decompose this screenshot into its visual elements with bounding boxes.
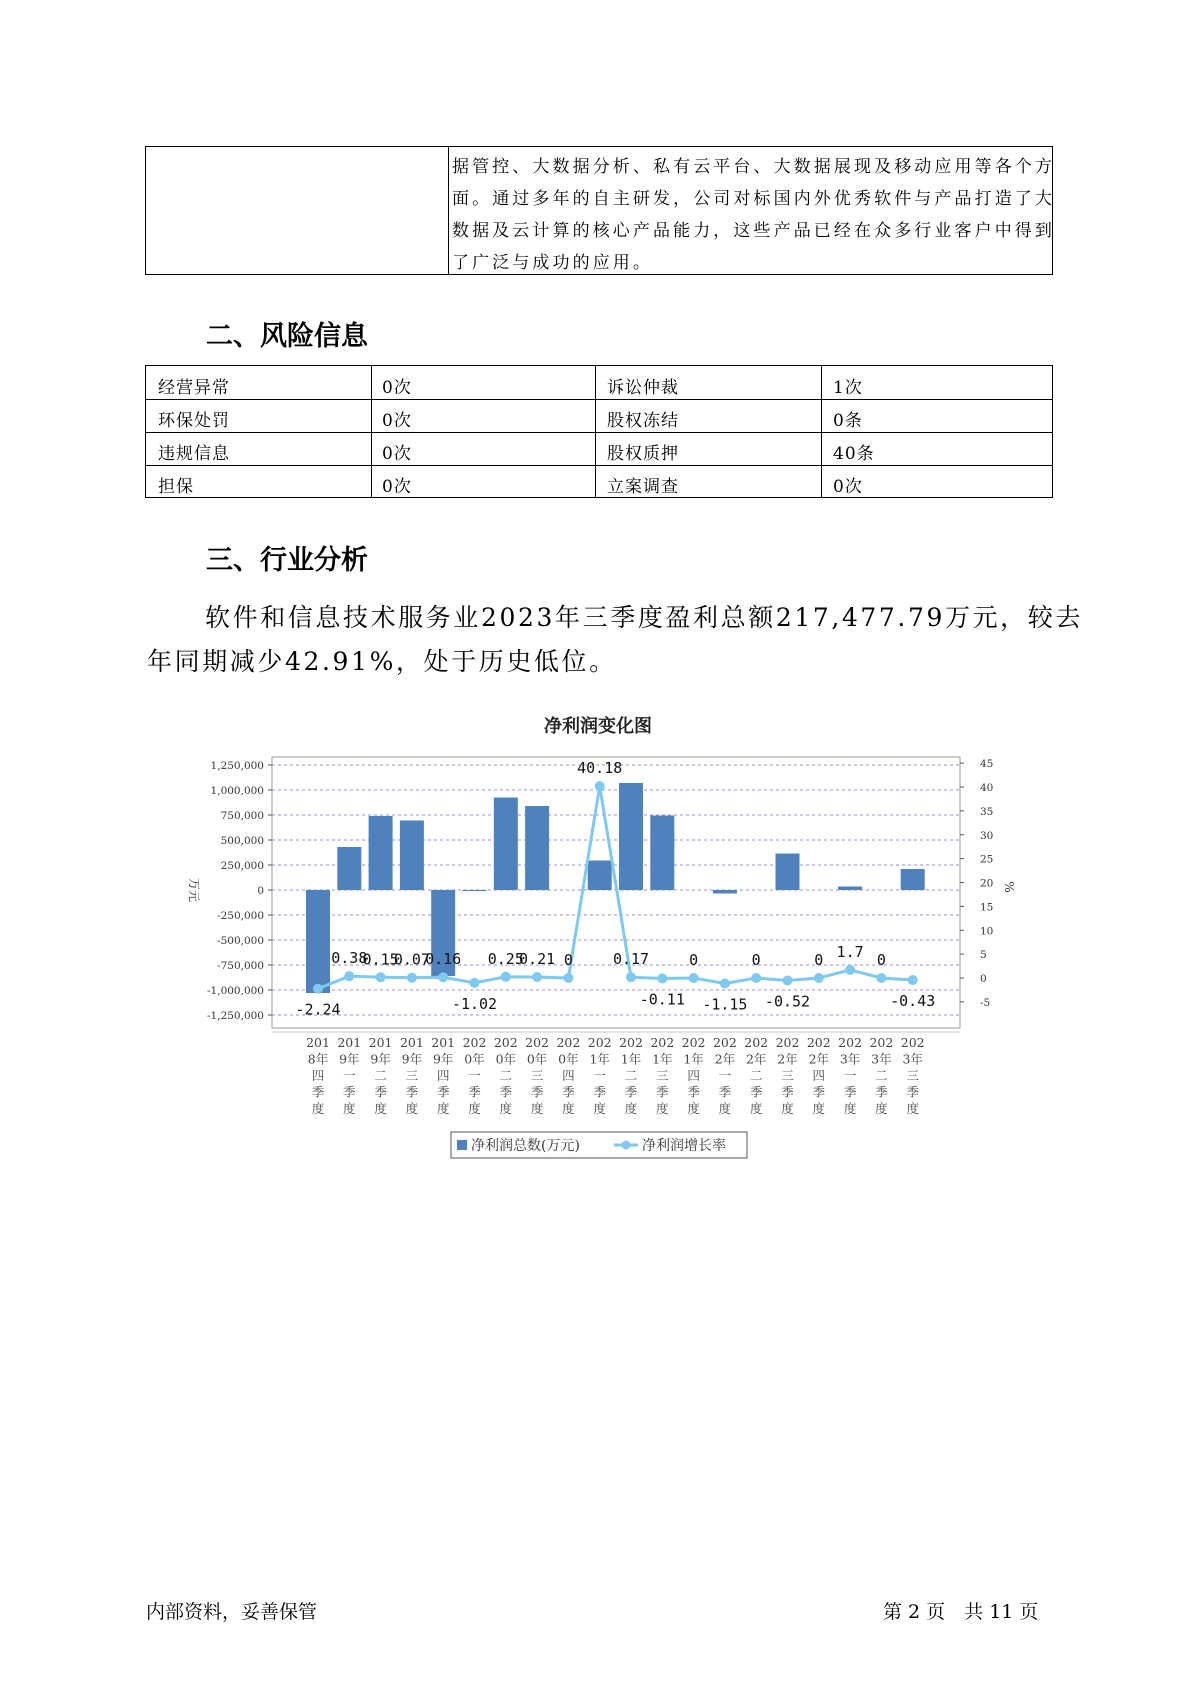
growth-point xyxy=(532,972,542,982)
x-tick-label: 202 xyxy=(462,1035,487,1050)
x-tick-label: 季 xyxy=(718,1084,732,1100)
x-tick-label: 季 xyxy=(311,1084,325,1100)
x-tick-label: 202 xyxy=(525,1035,550,1050)
legend-bar-label: 净利润总数(万元) xyxy=(471,1138,580,1154)
y-tick-label: 0 xyxy=(257,885,264,897)
data-label: -0.43 xyxy=(890,992,936,1011)
x-tick-label: 四 xyxy=(812,1068,826,1083)
y-tick-label: -500,000 xyxy=(217,935,264,947)
y2-tick-label: 5 xyxy=(980,949,987,962)
x-tick-label: 202 xyxy=(681,1035,706,1050)
x-tick-label: 度 xyxy=(405,1101,419,1116)
x-tick-label: 季 xyxy=(624,1084,638,1100)
x-tick-label: 1年 xyxy=(589,1051,610,1067)
growth-point xyxy=(876,973,886,983)
x-tick-label: 季 xyxy=(468,1084,481,1100)
x-tick-label: 一 xyxy=(593,1068,606,1083)
x-tick-label: 四 xyxy=(562,1068,575,1083)
x-tick-label: 季 xyxy=(843,1084,857,1100)
x-tick-label: 9年 xyxy=(370,1051,391,1067)
x-tick-label: 一 xyxy=(843,1068,857,1083)
risk-value: 0条 xyxy=(833,411,863,431)
intro-table xyxy=(145,146,1053,275)
risk-value: 0次 xyxy=(833,477,863,497)
risk-label: 诉讼仲裁 xyxy=(607,378,679,398)
x-tick-label: 9年 xyxy=(432,1051,454,1067)
x-tick-label: 度 xyxy=(468,1101,481,1116)
growth-point xyxy=(376,972,386,982)
y2-tick-label: 45 xyxy=(980,758,994,771)
x-tick-label: 度 xyxy=(656,1101,669,1116)
x-tick-label: 二 xyxy=(624,1068,638,1083)
data-label: 0 xyxy=(751,951,761,969)
growth-point xyxy=(470,978,480,988)
data-label: 0 xyxy=(689,951,699,969)
x-tick-label: 0年 xyxy=(558,1051,579,1067)
x-tick-label: 度 xyxy=(343,1101,356,1116)
risk-label: 环保处罚 xyxy=(158,411,230,431)
growth-point xyxy=(783,975,793,985)
legend-line-label: 净利润增长率 xyxy=(642,1138,726,1154)
growth-point xyxy=(845,965,855,975)
bar xyxy=(619,783,643,890)
risk-value: 0次 xyxy=(382,378,412,398)
x-tick-label: 季 xyxy=(343,1084,356,1100)
y-tick-label: -250,000 xyxy=(217,910,264,922)
x-tick-label: 1年 xyxy=(620,1051,642,1067)
x-tick-label: 季 xyxy=(687,1084,700,1100)
y2-tick-label: 40 xyxy=(980,782,994,794)
x-tick-label: 201 xyxy=(431,1035,456,1050)
x-tick-label: 一 xyxy=(468,1068,481,1083)
x-tick-label: 0年 xyxy=(495,1051,517,1067)
x-tick-label: 季 xyxy=(593,1084,606,1100)
data-label: 1.7 xyxy=(836,942,864,961)
x-tick-label: 二 xyxy=(374,1068,387,1083)
data-label: 0.15 xyxy=(362,950,399,969)
y2-tick-label: 35 xyxy=(980,805,994,818)
y-tick-label: -1,250,000 xyxy=(207,1010,264,1022)
data-label: -0.52 xyxy=(764,992,811,1011)
x-tick-label: 四 xyxy=(311,1068,325,1083)
growth-point xyxy=(720,978,730,988)
x-tick-label: 度 xyxy=(499,1101,513,1116)
x-tick-label: 二 xyxy=(499,1068,513,1083)
x-tick-label: 0年 xyxy=(526,1051,548,1067)
y-tick-label: 1,250,000 xyxy=(210,760,264,772)
growth-point xyxy=(563,973,573,983)
x-tick-label: 度 xyxy=(530,1101,544,1116)
x-tick-label: 度 xyxy=(781,1101,794,1116)
x-tick-label: 一 xyxy=(718,1068,732,1083)
x-tick-label: 季 xyxy=(812,1084,826,1100)
data-label: 0 xyxy=(876,951,886,969)
data-label: -1.02 xyxy=(451,994,498,1013)
x-tick-label: 三 xyxy=(530,1068,544,1083)
data-label: -1.15 xyxy=(702,995,748,1014)
x-tick-label: 三 xyxy=(781,1068,794,1083)
y-tick-label: 750,000 xyxy=(220,810,264,822)
x-tick-label: 季 xyxy=(562,1084,575,1100)
footer-page-number: 第 2 页 共 11 页 xyxy=(883,1601,1039,1623)
risk-value: 0次 xyxy=(382,444,412,464)
growth-point xyxy=(344,971,354,981)
growth-point xyxy=(689,973,699,983)
y-axis-label: 万元 xyxy=(187,877,201,903)
data-label: 0.38 xyxy=(331,949,368,968)
bar xyxy=(494,798,518,891)
risk-label: 立案调查 xyxy=(607,477,679,497)
x-tick-label: 三 xyxy=(906,1068,919,1083)
x-tick-label: 季 xyxy=(530,1084,544,1100)
risk-label: 经营异常 xyxy=(158,378,230,398)
x-tick-label: 度 xyxy=(906,1101,919,1116)
x-tick-label: 2年 xyxy=(714,1051,736,1067)
table-divider xyxy=(146,465,1052,466)
x-tick-label: 9年 xyxy=(401,1051,423,1067)
data-label: 0 xyxy=(563,951,573,969)
intro-line-4: 了广泛与成功的应用。 xyxy=(452,253,653,273)
x-tick-label: 度 xyxy=(812,1101,826,1116)
bar xyxy=(713,890,737,894)
y2-tick-label: 10 xyxy=(980,925,994,938)
x-tick-label: 季 xyxy=(781,1084,794,1100)
x-tick-label: 三 xyxy=(405,1068,419,1083)
y-tick-label: 250,000 xyxy=(220,860,264,872)
intro-line-3: 数据及云计算的核心产品能力，这些产品已经在众多行业客户中得到 xyxy=(452,221,1055,241)
risk-value: 0次 xyxy=(382,477,412,497)
data-label: 0.25 xyxy=(487,949,524,968)
x-tick-label: 202 xyxy=(619,1035,643,1050)
x-tick-label: 202 xyxy=(775,1035,800,1050)
y-tick-label: -1,000,000 xyxy=(207,985,264,997)
industry-section-title: 三、行业分析 xyxy=(206,545,368,576)
x-tick-label: 季 xyxy=(499,1084,513,1100)
x-tick-label: 201 xyxy=(368,1035,393,1050)
x-tick-label: 2年 xyxy=(808,1051,830,1067)
intro-line-2: 面。通过多年的自主研发，公司对标国内外优秀软件与产品打造了大 xyxy=(452,189,1055,209)
x-tick-label: 202 xyxy=(712,1035,737,1050)
x-tick-label: 202 xyxy=(650,1035,675,1050)
x-tick-label: 季 xyxy=(749,1084,763,1100)
x-tick-label: 201 xyxy=(306,1035,330,1050)
bar xyxy=(588,861,612,891)
x-tick-label: 一 xyxy=(343,1068,356,1083)
x-tick-label: 季 xyxy=(436,1084,450,1100)
x-tick-label: 202 xyxy=(838,1035,863,1050)
table-divider xyxy=(146,399,1052,400)
x-tick-label: 1年 xyxy=(683,1051,704,1067)
x-tick-label: 2年 xyxy=(777,1051,798,1067)
y2-tick-label: 15 xyxy=(980,901,994,914)
x-tick-label: 202 xyxy=(493,1035,518,1050)
x-tick-label: 四 xyxy=(687,1068,700,1083)
y-tick-label: 500,000 xyxy=(220,835,264,847)
x-tick-label: 度 xyxy=(749,1101,763,1116)
bar xyxy=(838,887,862,891)
y2-tick-label: 20 xyxy=(980,877,994,890)
footer-left: 内部资料，妥善保管 xyxy=(146,1601,318,1623)
growth-point xyxy=(626,972,636,982)
x-tick-label: 三 xyxy=(656,1068,669,1083)
risk-label: 股权冻结 xyxy=(607,411,679,431)
x-tick-label: 度 xyxy=(562,1101,575,1116)
growth-point xyxy=(657,974,667,984)
data-label: 0.16 xyxy=(425,950,462,969)
data-label: -2.24 xyxy=(295,1000,341,1019)
x-tick-label: 四 xyxy=(436,1068,450,1083)
risk-value: 40条 xyxy=(833,444,875,464)
x-tick-label: 201 xyxy=(337,1035,362,1050)
x-tick-label: 0年 xyxy=(464,1051,485,1067)
x-tick-label: 202 xyxy=(900,1035,925,1050)
x-tick-label: 202 xyxy=(587,1035,612,1050)
risk-section-title: 二、风险信息 xyxy=(206,321,368,352)
x-tick-label: 202 xyxy=(806,1035,831,1050)
risk-table xyxy=(145,365,1053,498)
bar xyxy=(337,847,361,890)
data-label: 40.18 xyxy=(577,759,623,778)
x-tick-label: 季 xyxy=(405,1084,419,1100)
risk-value: 0次 xyxy=(382,411,412,431)
growth-point xyxy=(438,972,448,982)
x-tick-label: 3年 xyxy=(871,1051,892,1067)
x-tick-label: 2年 xyxy=(745,1051,767,1067)
risk-label: 担保 xyxy=(158,477,194,497)
y-tick-label: -750,000 xyxy=(217,960,264,972)
risk-value: 1次 xyxy=(833,378,863,398)
data-label: 0.17 xyxy=(612,950,650,969)
industry-paragraph-line-1: 软件和信息技术服务业2023年三季度盈利总额217,477.79万元，较去 xyxy=(205,603,1083,632)
data-label: -0.11 xyxy=(639,990,685,1009)
x-tick-label: 202 xyxy=(744,1035,769,1050)
x-tick-label: 度 xyxy=(687,1101,700,1116)
data-label: 0.21 xyxy=(519,949,556,968)
y2-tick-label: 0 xyxy=(980,973,987,985)
x-tick-label: 9年 xyxy=(339,1051,360,1067)
y2-tick-label: 30 xyxy=(980,829,994,842)
risk-label: 违规信息 xyxy=(158,444,230,464)
data-label: 0 xyxy=(814,951,824,969)
y2-axis-label: % xyxy=(1002,881,1016,893)
x-tick-label: 度 xyxy=(311,1101,325,1116)
bar xyxy=(776,854,800,891)
bar xyxy=(400,821,424,891)
x-tick-label: 度 xyxy=(436,1101,450,1116)
x-tick-label: 3年 xyxy=(839,1051,861,1067)
y2-tick-label: -5 xyxy=(980,996,991,1009)
growth-point xyxy=(313,984,323,994)
x-tick-label: 二 xyxy=(875,1068,888,1083)
x-tick-label: 度 xyxy=(875,1101,888,1116)
y2-tick-label: 25 xyxy=(980,853,994,866)
risk-label: 股权质押 xyxy=(607,444,679,464)
intro-line-1: 据管控、大数据分析、私有云平台、大数据展现及移动应用等各个方 xyxy=(452,157,1055,177)
x-tick-label: 季 xyxy=(374,1084,387,1100)
x-tick-label: 8年 xyxy=(307,1051,329,1067)
growth-point xyxy=(908,975,918,985)
table-divider xyxy=(146,432,1052,433)
x-tick-label: 度 xyxy=(718,1101,732,1116)
x-tick-label: 3年 xyxy=(902,1051,923,1067)
growth-point xyxy=(595,781,605,791)
legend-bar-swatch xyxy=(457,1140,467,1150)
bar xyxy=(369,816,393,890)
x-tick-label: 二 xyxy=(749,1068,763,1083)
x-tick-label: 202 xyxy=(869,1035,894,1050)
chart-title: 净利润变化图 xyxy=(544,716,652,737)
growth-point xyxy=(751,973,761,983)
x-tick-label: 1年 xyxy=(652,1051,673,1067)
bar xyxy=(525,806,549,890)
y-tick-label: 1,000,000 xyxy=(210,785,264,797)
table-divider xyxy=(448,147,449,274)
x-tick-label: 度 xyxy=(843,1101,857,1116)
legend-line-marker xyxy=(622,1141,631,1150)
x-tick-label: 度 xyxy=(593,1101,606,1116)
industry-paragraph-line-2: 年同期减少42.91%，处于历史低位。 xyxy=(147,647,617,676)
x-tick-label: 202 xyxy=(556,1035,581,1050)
x-tick-label: 201 xyxy=(399,1035,424,1050)
growth-point xyxy=(407,973,417,983)
bar xyxy=(306,890,330,993)
bar xyxy=(650,816,674,891)
x-tick-label: 季 xyxy=(906,1084,919,1100)
bar xyxy=(463,890,487,891)
net-profit-chart xyxy=(0,700,1191,1170)
x-tick-label: 度 xyxy=(374,1101,387,1116)
x-tick-label: 度 xyxy=(624,1101,638,1116)
data-label: 0.07 xyxy=(393,950,430,969)
x-tick-label: 季 xyxy=(656,1084,669,1100)
x-tick-label: 季 xyxy=(875,1084,888,1100)
growth-point xyxy=(501,972,511,982)
growth-point xyxy=(814,973,824,983)
bar xyxy=(901,869,925,890)
